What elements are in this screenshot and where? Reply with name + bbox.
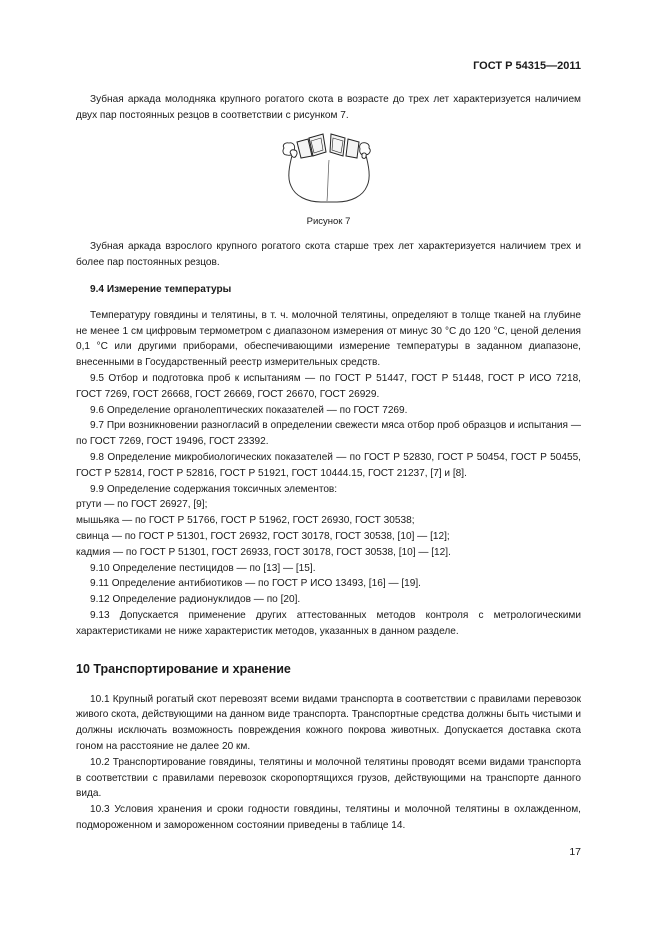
paragraph-10-1: 10.1 Крупный рогатый скот перевозят всеми видами транспорта в соответствии с правилами перевозок живого скота, действующими на данном виде транспорта. Транспортные средства должны быть чистыми и должны исключать возможность повреждения кожного покрова животных. Допускается доставка скота гоном на расстояние не далее 20 км. (76, 693, 581, 752)
item-9-11: 9.11 Определение антибиотиков — по ГОСТ Р ИСО 13493, [16] — [19]. (90, 578, 421, 590)
item-9-10: 9.10 Определение пестицидов — по [13] — [15]. (90, 562, 316, 574)
section-10-heading: 10 Транспортирование и хранение (76, 661, 291, 676)
item-9-9-mercury: ртути — по ГОСТ 26927, [9]; (76, 499, 208, 511)
intro-paragraph: Зубная аркада молодняка крупного рогатого скота в возрасте до трех лет характеризуется наличием двух пар постоянных резцов в соответствии с рисунком 7. (76, 94, 581, 121)
tooth-arcade-figure (277, 128, 381, 208)
incisor-teeth (297, 134, 359, 158)
paragraph-10-3: 10.3 Условия хранения и сроки годности говядины, телятины и молочной телятины в охлажденном, подмороженном и замороженном состоянии приведены в таблице 14. (76, 804, 581, 831)
item-9-13: 9.13 Допускается применение других аттестованных методов контроля с метрологическими характеристиками не ниже характеристик методов, указанных в данном разделе. (76, 609, 581, 637)
midline (327, 160, 329, 201)
page-content (76, 92, 581, 834)
item-9-9: 9.9 Определение содержания токсичных элементов: (90, 483, 338, 495)
item-9-7: 9.7 При возникновении разногласий в определении свежести мяса отбор проб образцов и испытания — по ГОСТ 7269, ГОСТ 19496, ГОСТ 23392. (76, 420, 581, 448)
page-number: 17 (569, 846, 581, 858)
document-code-header: ГОСТ Р 54315—2011 (473, 60, 581, 72)
paragraph-10-2: 10.2 Транспортирование говядины, телятины и молочной телятины проводят всеми видами транспорта в соответствии с правилами перевозок скоропортящихся грузов, действующими на транспорте данного вида. (76, 756, 581, 800)
item-9-12: 9.12 Определение радионуклидов — по [20]. (90, 594, 301, 606)
item-9-9-arsenic: мышьяка — по ГОСТ Р 51766, ГОСТ Р 51962, ГОСТ 26930, ГОСТ 30538; (76, 515, 415, 527)
adult-arcade-paragraph: Зубная аркада взрослого крупного рогатого скота старше трех лет характеризуется наличием трех и более пар постоянных резцов. (76, 241, 581, 269)
section-9-4-heading: 9.4 Измерение температуры (90, 283, 232, 295)
item-9-8: 9.8 Определение микробиологических показателей — по ГОСТ Р 52830, ГОСТ Р 50454, ГОСТ Р 50455, ГОСТ Р 52814, ГОСТ Р 52816, ГОСТ Р 51921, ГОСТ 10444.15, ГОСТ 21237, [7] и [8]. (76, 451, 581, 479)
item-9-5: 9.5 Отбор и подготовка проб к испытаниям — по ГОСТ Р 51447, ГОСТ Р 51448, ГОСТ Р ИСО 7218, ГОСТ 7269, ГОСТ 26668, ГОСТ 26669, ГОСТ 26670, ГОСТ 26929. (76, 372, 581, 400)
jaw-outline (288, 152, 368, 202)
item-9-9-lead: свинца — по ГОСТ Р 51301, ГОСТ 26932, ГОСТ 30178, ГОСТ 30538, [10] — [12]; (76, 530, 450, 542)
figure-caption: Рисунок 7 (306, 215, 351, 227)
item-9-6: 9.6 Определение органолептических показателей — по ГОСТ 7269. (90, 404, 408, 416)
item-9-9-cadmium: кадмия — по ГОСТ Р 51301, ГОСТ 26933, ГОСТ 30178, ГОСТ 30538, [10] — [12]. (76, 546, 451, 558)
section-9-4-text: Температуру говядины и телятины, в т. ч. молочной телятины, определяют в толще тканей на глубине не менее 1 см цифровым термометром с диапазоном измерения от минус 30 °С до 120 °С, ценой деления 0,1 °С или другими приборами, обеспечивающими измерение температуры в заданном диапазоне, внесенными в Государственный реестр измерительных средств. (76, 309, 581, 369)
